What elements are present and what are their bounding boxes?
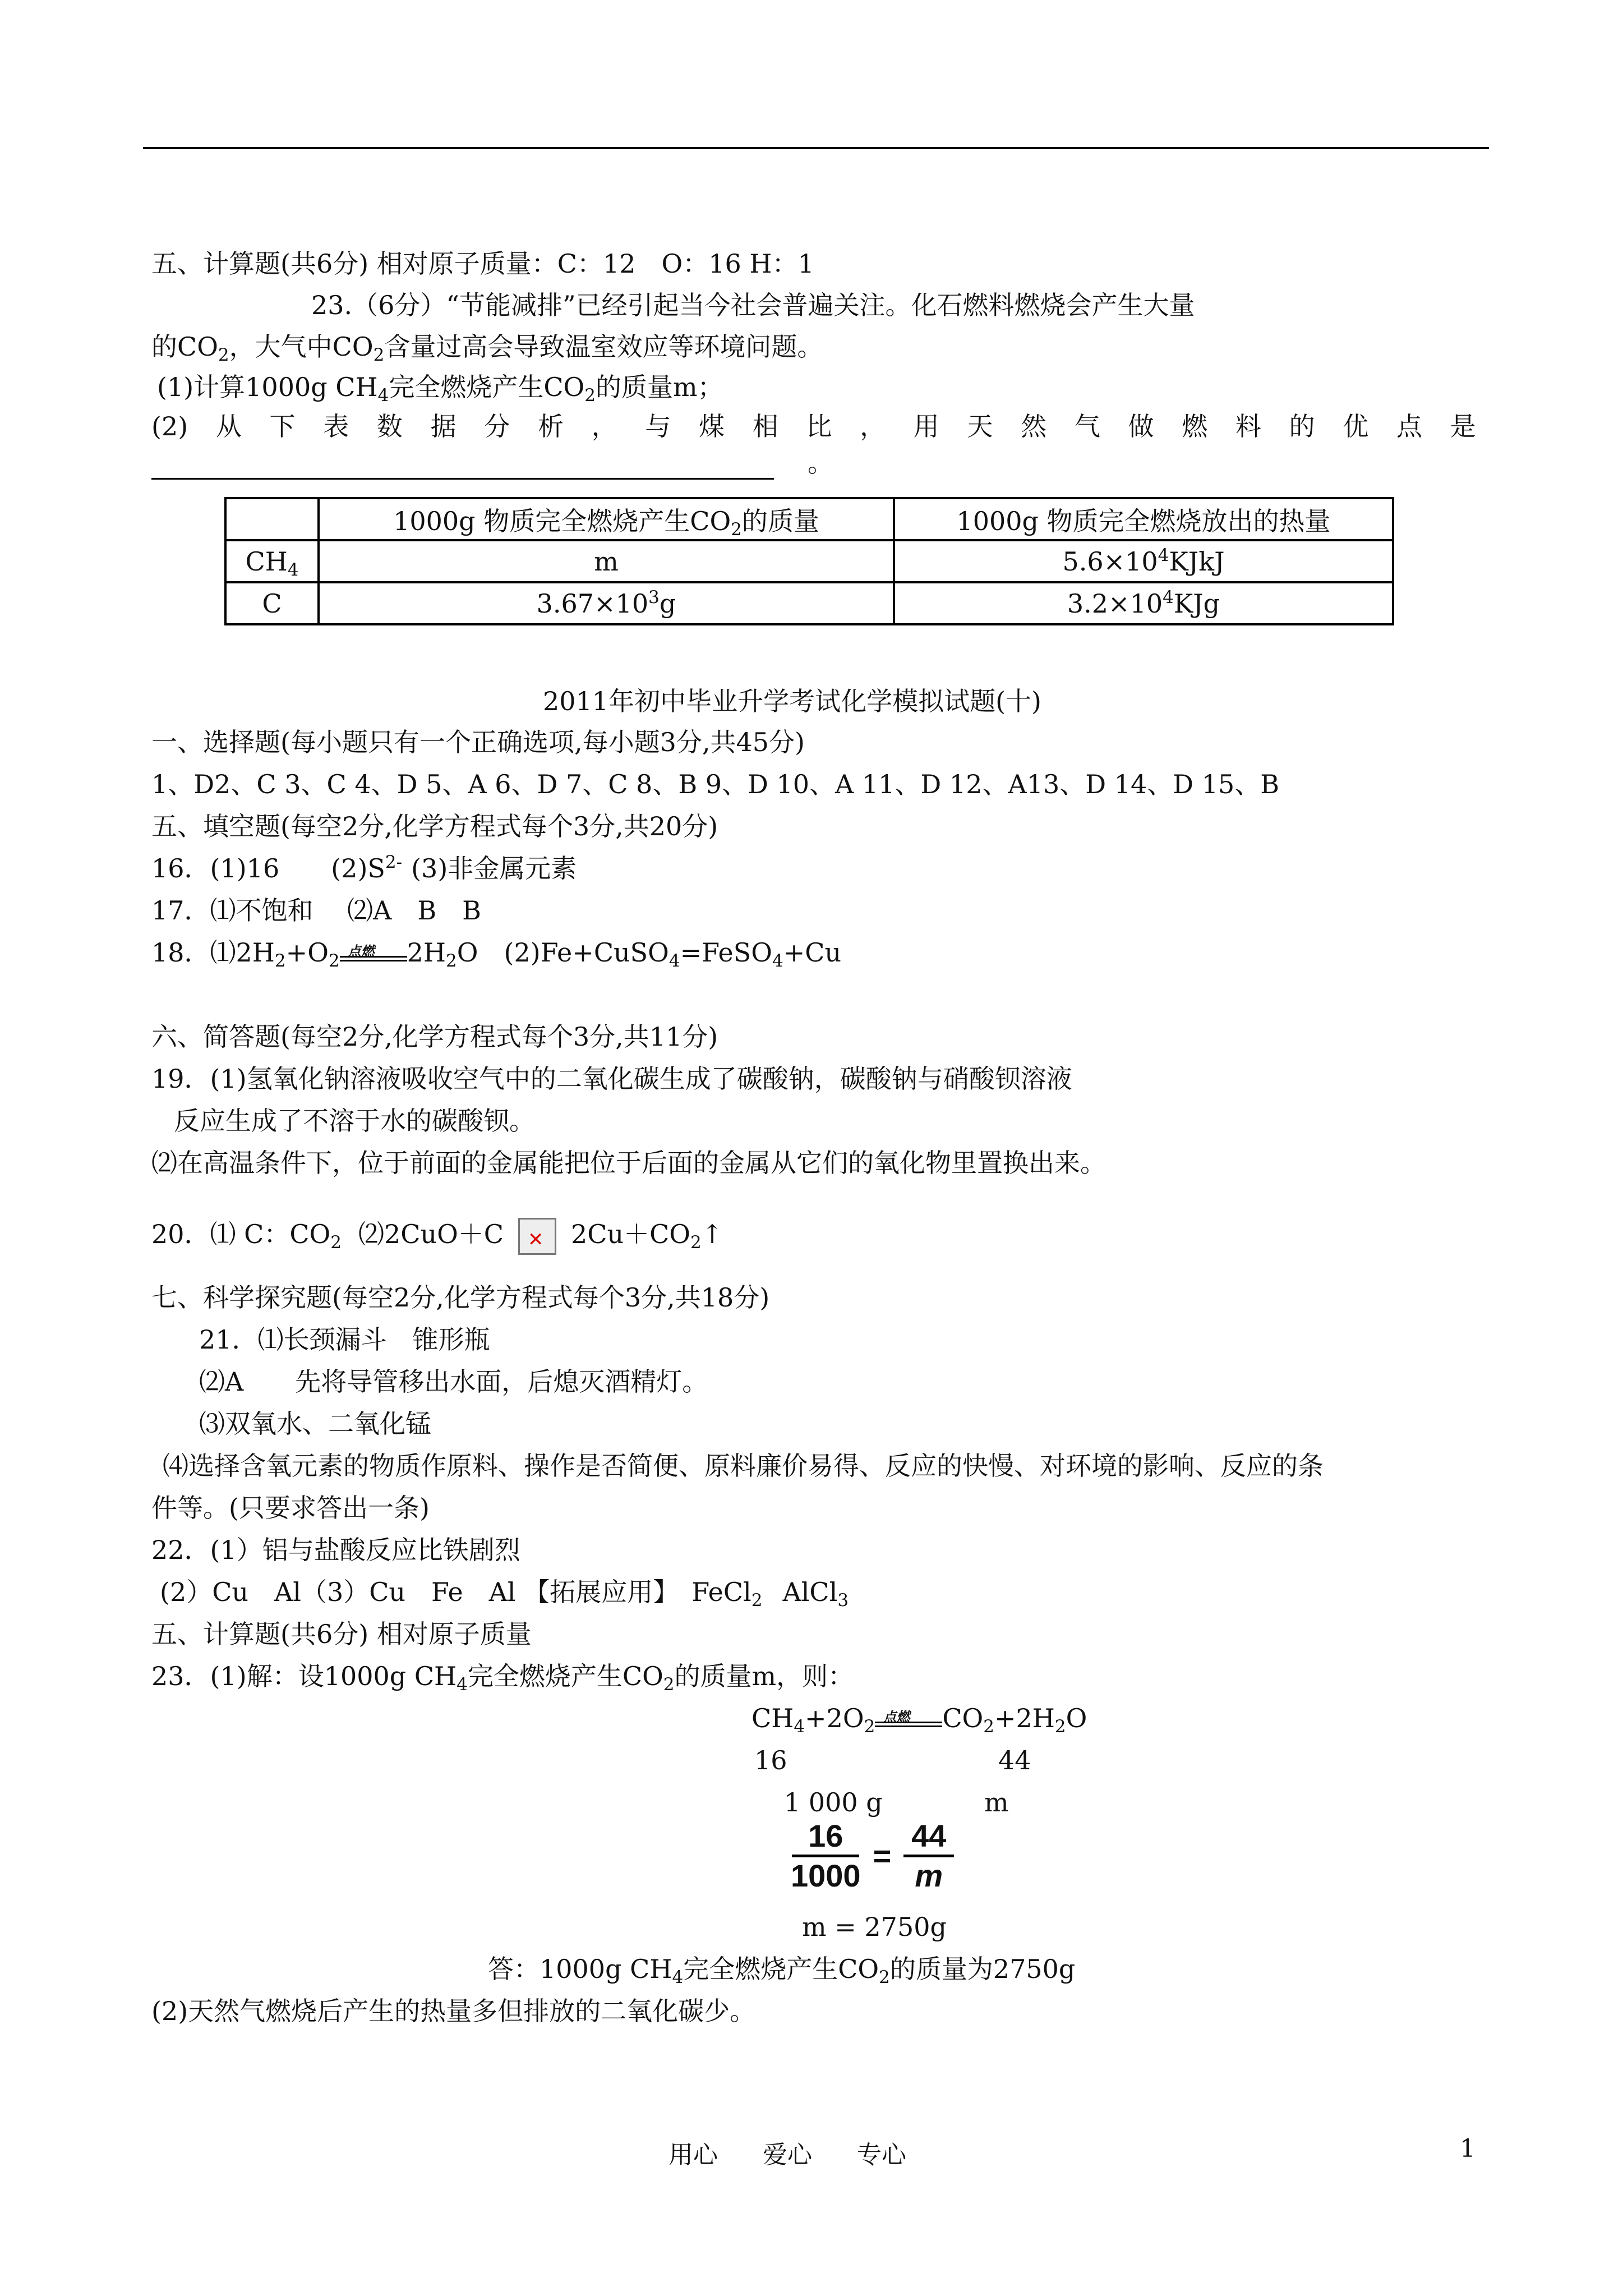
sub2-char: 比 — [806, 411, 832, 441]
answer-19-line2: 反应生成了不溶于水的碳酸钡。 — [174, 1106, 535, 1136]
row-ch4-name: $CH_4$ — [225, 540, 319, 582]
sub2-char: 相 — [752, 411, 778, 441]
answer-16: 16．(1)16 $(2)S^{2-}$ (3)非金属元素 — [151, 852, 577, 884]
sub2-char: 是 — [1450, 411, 1476, 441]
answer-19-line3: ⑵在高温条件下，位于前面的金属能把位于后面的金属从它们的氧化物里置换出来。 — [151, 1148, 1106, 1178]
sub2-char: 据 — [430, 411, 457, 441]
broken-image-icon — [518, 1218, 556, 1255]
sub2-char: 燃 — [1182, 411, 1208, 441]
science-section-title: 七、科学探究题(每空2分,化学方程式每个3分,共18分) — [151, 1282, 770, 1313]
answer-22-line1: 22．(1）铝与盐酸反应比铁剧烈 — [151, 1535, 520, 1565]
row-ch4-co2: m — [319, 540, 894, 582]
page-number: 1 — [1460, 2134, 1476, 2163]
table-row — [225, 498, 1393, 540]
sub2-char: 从 — [215, 411, 242, 441]
question-23-line2: 的$CO_2$，大气中$CO_2$含量过高会导致温室效应等环境问题。 — [151, 332, 823, 365]
sub2-char: 表 — [323, 411, 349, 441]
answer-21-line2: ⑵A 先将导管移出水面，后熄灭酒精灯。 — [199, 1366, 708, 1397]
unknown-mass: m — [984, 1787, 1009, 1818]
sub2-char: 料 — [1235, 411, 1261, 441]
reaction-equation: $CH_4+2O_2$ 点燃 $CO_2+2H_2O$ — [751, 1703, 1087, 1737]
molar-mass-44: 44 — [998, 1745, 1031, 1775]
sub2-char: 用 — [913, 411, 939, 441]
header-rule — [143, 147, 1489, 149]
choice-section-title: 一、选择题(每小题只有一个正确选项,每小题3分,共45分) — [151, 727, 805, 757]
sub2-char: 气 — [1074, 411, 1100, 441]
sub2-char: (2) — [151, 411, 188, 441]
footer-slogan: 用心 爱心 专心 — [668, 2141, 906, 2169]
question-23-sub1: (1)计算1000g $CH_4$完全燃烧产生$CO_2$的质量m； — [157, 372, 723, 406]
answer-19-line1: 19．(1)氢氧化钠溶液吸收空气中的二氧化碳生成了碳酸钠，碳酸钠与硝酸钡溶液 — [151, 1064, 1072, 1094]
answer-21-line5: 件等。(只要求答出一条) — [151, 1493, 430, 1523]
sub2-char: 煤 — [699, 411, 725, 441]
answer-22-line2: (2）Cu Al（3）Cu Fe Al 【拓展应用】 FeCl$_2$ AlCl$_3$ — [160, 1577, 849, 1611]
sub2-char: 优 — [1343, 411, 1369, 441]
sub2-char: 的 — [1289, 411, 1315, 441]
header-heat: 1000g 物质完全燃烧放出的热量 — [894, 498, 1393, 540]
answer-17: 17．⑴不饱和 ⑵A B B — [151, 895, 481, 926]
row-c-name: C — [225, 582, 319, 624]
given-mass: 1 000 g — [784, 1787, 883, 1818]
sub2-char: 数 — [376, 411, 403, 441]
calc-section-title: 五、计算题(共6分) 相对原子质量：C：12 O：16 H：1 — [151, 249, 814, 279]
question-23-line1: 23.（6分）“节能减排”已经引起当今社会普遍关注。化石燃料燃烧会产生大量 — [311, 290, 1195, 320]
answer-blank: 。 — [151, 446, 833, 480]
row-c-co2: $3.67\times 10^3g$ — [319, 582, 894, 624]
row-c-heat: $3.2\times 10^4KJg$ — [894, 582, 1393, 624]
sub2-char: 析 — [537, 411, 564, 441]
row-ch4-heat: $5.6\times 10^4KJkJ$ — [894, 540, 1393, 582]
proportion-fraction: 16 1000 = 44 m — [791, 1818, 954, 1894]
calc-answer-title: 五、计算题(共6分) 相对原子质量 — [151, 1619, 532, 1649]
result: m = 2750g — [802, 1912, 947, 1942]
sub2-char: ， — [860, 411, 886, 441]
sub2-char: 点 — [1396, 411, 1422, 441]
answer-23-sub2: (2)天然气燃烧后产生的热量多但排放的二氧化碳少。 — [151, 1996, 756, 2026]
molar-mass-16: 16 — [754, 1745, 787, 1775]
answer-18: 18．$⑴2H_2+O_2$ 点燃 $2H_2O$ (2)Fe+CuSO$_4$=FeSO$_4$+Cu — [151, 937, 842, 971]
sub2-char: 与 — [645, 411, 671, 441]
sub2-char: 下 — [269, 411, 296, 441]
answers-title: 2011年初中毕业升学考试化学模拟试题(十) — [543, 686, 1041, 716]
data-table — [224, 497, 1394, 625]
answer-21-line4: ⑷选择含氧元素的物质作原料、操作是否简便、原料廉价易得、反应的快慢、对环境的影响、反应的条 — [163, 1451, 1324, 1481]
sub2-char: 分 — [484, 411, 510, 441]
choice-answers: 1、D2、C 3、C 4、D 5、A 6、D 7、C 8、B 9、D 10、A 11、D 12、A13、D 14、D 15、B — [151, 769, 1280, 799]
ignite-arrow-icon: 点燃 — [875, 1709, 942, 1732]
sub2-char: 然 — [1021, 411, 1047, 441]
table-row — [225, 540, 1393, 582]
conclusion: 答：1000g $CH_4$完全燃烧产生$CO_2$的质量为2750g — [488, 1954, 1076, 1987]
short-answer-title: 六、简答题(每空2分,化学方程式每个3分,共11分) — [151, 1022, 718, 1052]
answer-20: 20．⑴ C：$CO_2$ ⑵2CuO＋C✕ $2Cu+CO_2↑$ — [151, 1217, 723, 1255]
sub2-char: 天 — [967, 411, 993, 441]
sub2-char: ， — [591, 411, 617, 441]
header-co2-mass: 1000g 物质完全燃烧产生$CO_2$的质量 — [319, 498, 894, 540]
sub2-char: 做 — [1128, 411, 1154, 441]
ignite-arrow-icon: 点燃 — [340, 944, 407, 966]
question-23-sub2 — [151, 409, 1476, 443]
answer-21-line1: 21．⑴长颈漏斗 锥形瓶 — [199, 1324, 490, 1355]
table-row — [225, 582, 1393, 624]
blank-line — [151, 453, 774, 480]
answer-21-line3: ⑶双氧水、二氧化锰 — [199, 1409, 431, 1439]
fill-section-title: 五、填空题(每空2分,化学方程式每个3分,共20分) — [151, 811, 718, 841]
answer-23-line1: 23．(1)解：设1000g $CH_4$完全燃烧产生$CO_2$的质量m，则： — [151, 1661, 854, 1695]
